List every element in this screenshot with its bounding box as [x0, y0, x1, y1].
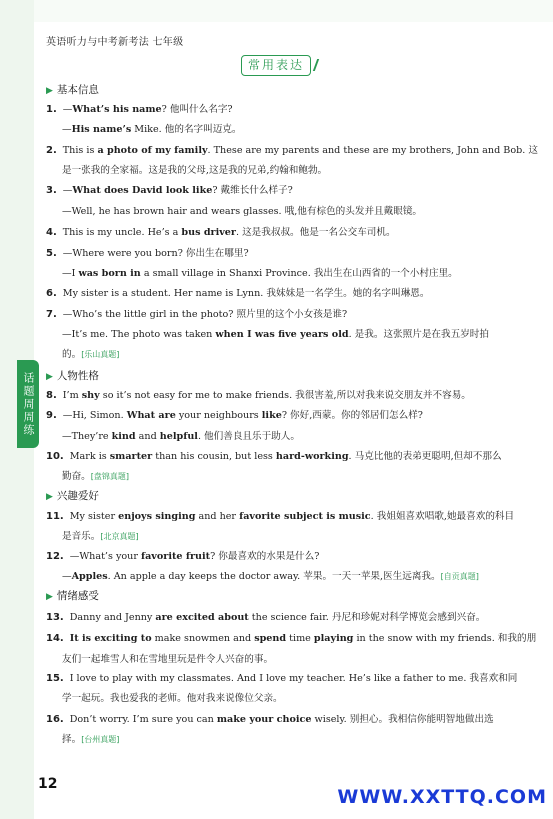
text-segment: Mark is: [69, 451, 110, 462]
text-segment: Mike. 他的名字叫迈克。: [131, 124, 242, 135]
item-2-line-1: [46, 145, 538, 157]
item-10-line-1: [46, 451, 502, 463]
item-number: 1.: [46, 104, 57, 115]
source-tag: [乐山真题]: [81, 350, 120, 359]
item-number: 10.: [46, 451, 64, 462]
item-number: 13.: [46, 612, 64, 623]
key-phrase: helpful: [159, 431, 198, 442]
text-segment: —: [62, 104, 73, 115]
text-segment: . These are my parents and these are my brothers, John and Bob. 这: [207, 145, 538, 156]
item-7-line-2: [62, 329, 489, 341]
text-segment: 友们一起堆雪人和在雪地里玩是件令人兴奋的事。: [62, 654, 274, 665]
text-segment: —Who’s the little girl in the photo? 照片里的这个小女孩是谁?: [62, 309, 348, 320]
text-segment: ? 你最喜欢的水果是什么?: [210, 551, 320, 562]
key-phrase: shy: [81, 390, 100, 401]
key-phrase: are excited about: [155, 612, 249, 623]
text-segment: wisely. 别担心。我相信你能明智地做出选: [311, 714, 494, 725]
text-segment: 是一张我的全家福。这是我的父母,这是我的兄弟,约翰和鲍勃。: [62, 165, 328, 176]
text-segment: 勤奋。: [62, 471, 91, 482]
text-segment: . 是我。这张照片是在我五岁时拍: [348, 329, 489, 340]
item-7-line-1: [46, 309, 347, 321]
key-phrase: playing: [313, 633, 354, 644]
item-number: 11.: [46, 511, 64, 522]
item-16-line-1: [46, 714, 494, 726]
item-number: 5.: [46, 248, 57, 259]
page-number: 12: [38, 776, 58, 792]
key-phrase: hard-working: [275, 451, 349, 462]
text-segment: 学一起玩。我也爱我的老师。他对我来说像位父亲。: [62, 693, 283, 704]
key-phrase: smarter: [109, 451, 153, 462]
side-tab: 话题周周练: [17, 360, 39, 448]
item-number: 15.: [46, 673, 64, 684]
text-segment: —: [62, 571, 72, 582]
item-5-line-1: [46, 248, 249, 260]
item-number: 8.: [46, 390, 57, 401]
key-phrase: kind: [111, 431, 136, 442]
key-phrase: What does David look like: [72, 185, 213, 196]
item-15-line-2: [62, 693, 283, 705]
key-phrase: make your choice: [216, 714, 312, 725]
item-number: 16.: [46, 714, 64, 725]
text-segment: —It’s me. The photo was taken: [62, 329, 216, 340]
text-segment: 是音乐。: [62, 531, 101, 542]
triangle-bullet-icon: ▶: [46, 372, 53, 382]
key-phrase: spend: [254, 633, 287, 644]
triangle-bullet-icon: ▶: [46, 492, 53, 502]
item-12-line-1: [46, 551, 319, 563]
key-phrase: favorite fruit: [140, 551, 211, 562]
item-1-line-1: [46, 104, 233, 116]
text-segment: and her: [195, 511, 240, 522]
source-tag: [自贡真题]: [440, 572, 479, 581]
text-segment: —: [62, 124, 72, 135]
item-number: 4.: [46, 227, 57, 238]
text-segment: than his cousin, but less: [152, 451, 276, 462]
key-phrase: a photo of my family: [97, 145, 208, 156]
key-phrase: when I was five years old: [215, 329, 349, 340]
item-14-line-1: [46, 633, 536, 645]
text-segment: so it’s not easy for me to make friends. 我很害羞,所以对我来说交朋友并不容易。: [99, 390, 471, 401]
category-personality: [46, 368, 99, 383]
text-segment: in the snow with my friends. 和我的朋: [353, 633, 537, 644]
text-segment: . 这是我叔叔。他是一名公交车司机。: [235, 227, 396, 238]
item-11-line-1: [46, 511, 514, 523]
section-title-text: 常用表达: [248, 58, 305, 72]
text-segment: . 马克比他的表弟更聪明,但却不那么: [348, 451, 502, 462]
category-label: 基本信息: [56, 84, 99, 96]
text-segment: ? 你好,西蒙。你的邻居们怎么样?: [281, 410, 423, 421]
text-segment: Danny and Jenny: [69, 612, 156, 623]
text-segment: —: [62, 185, 73, 196]
item-8-line-1: [46, 390, 471, 402]
item-number: 6.: [46, 288, 57, 299]
text-segment: I’m: [62, 390, 82, 401]
item-2-line-2: [62, 165, 327, 177]
text-segment: make snowmen and: [151, 633, 255, 644]
text-segment: 择。: [62, 734, 82, 745]
text-segment: . An apple a day keeps the doctor away. 苹果。一天一苹果,医生远离我。: [107, 571, 441, 582]
text-segment: ? 他叫什么名字?: [161, 104, 233, 115]
item-number: 14.: [46, 633, 64, 644]
item-number: 12.: [46, 551, 64, 562]
key-phrase: His name’s: [71, 124, 132, 135]
text-segment: . 他们善良且乐于助人。: [197, 431, 300, 442]
item-9-line-1: [46, 410, 423, 422]
item-number: 2.: [46, 145, 57, 156]
category-basic-info: [46, 82, 99, 97]
text-segment: —They’re: [62, 431, 112, 442]
item-number: 9.: [46, 410, 57, 421]
item-5-line-2: [62, 268, 458, 280]
text-segment: Don’t worry. I’m sure you can: [69, 714, 217, 725]
text-segment: a small village in Shanxi Province. 我出生在山西省的一个小村庄里。: [140, 268, 458, 279]
item-4-line-1: [46, 227, 396, 239]
text-segment: My sister: [69, 511, 119, 522]
item-13-line-1: [46, 612, 485, 624]
key-phrase: Apples: [71, 571, 108, 582]
text-segment: This is my uncle. He’s a: [62, 227, 182, 238]
category-emotions: [46, 588, 99, 603]
category-hobbies: [46, 488, 99, 503]
text-segment: —Hi, Simon.: [62, 410, 127, 421]
item-10-line-2: [62, 471, 129, 483]
text-segment: —What’s your: [69, 551, 141, 562]
text-segment: . 我姐姐喜欢唱歌,她最喜欢的科目: [370, 511, 515, 522]
key-phrase: What’s his name: [72, 104, 162, 115]
triangle-bullet-icon: ▶: [46, 592, 53, 602]
item-15-line-1: [46, 673, 517, 685]
item-3-line-1: [46, 185, 293, 197]
text-segment: —Well, he has brown hair and wears glasses. 哦,他有棕色的头发并且戴眼镜。: [62, 206, 423, 217]
item-9-line-2: [62, 431, 300, 443]
watermark: WWW.XXTTQ.COM: [337, 786, 547, 808]
key-phrase: What are: [126, 410, 176, 421]
text-segment: your neighbours: [175, 410, 262, 421]
top-band: [34, 0, 553, 22]
key-phrase: was born in: [78, 268, 141, 279]
source-tag: [盘锦真题]: [90, 472, 130, 481]
book-title: 英语听力与中考新考法 七年级: [46, 37, 184, 48]
item-number: 7.: [46, 309, 57, 320]
key-phrase: favorite subject is music: [239, 511, 371, 522]
item-6-line-1: [46, 288, 429, 300]
category-label: 情绪感受: [56, 590, 99, 602]
text-segment: time: [286, 633, 314, 644]
key-phrase: enjoys singing: [118, 511, 196, 522]
item-number: 3.: [46, 185, 57, 196]
key-phrase: bus driver: [181, 227, 236, 238]
text-segment: the science fair. 丹尼和珍妮对科学博览会感到兴奋。: [248, 612, 486, 623]
text-segment: 的。: [62, 349, 82, 360]
item-3-line-2: [62, 206, 422, 218]
category-label: 兴趣爱好: [56, 490, 99, 502]
pen-mark-icon: [307, 59, 319, 71]
text-segment: and: [135, 431, 160, 442]
text-segment: This is: [62, 145, 98, 156]
section-title: [241, 55, 311, 76]
source-tag: [台州真题]: [81, 735, 120, 744]
text-segment: I love to play with my classmates. And I love my teacher. He’s like a father to me. 我喜欢和同: [69, 673, 518, 684]
text-segment: —I: [62, 268, 79, 279]
text-segment: My sister is a student. Her name is Lynn. 我妹妹是一名学生。她的名字叫琳恩。: [62, 288, 430, 299]
triangle-bullet-icon: ▶: [46, 86, 53, 96]
text-segment: ? 戴维长什么样子?: [212, 185, 293, 196]
item-7-line-3: [62, 349, 119, 361]
text-segment: —Where were you born? 你出生在哪里?: [62, 248, 249, 259]
item-12-line-2: [62, 571, 479, 583]
item-16-line-2: [62, 734, 119, 746]
category-label: 人物性格: [56, 370, 99, 382]
key-phrase: It is exciting to: [69, 633, 152, 644]
item-1-line-2: [62, 124, 242, 136]
item-14-line-2: [62, 654, 273, 666]
item-11-line-2: [62, 531, 139, 543]
key-phrase: like: [261, 410, 282, 421]
source-tag: [北京真题]: [100, 532, 139, 541]
